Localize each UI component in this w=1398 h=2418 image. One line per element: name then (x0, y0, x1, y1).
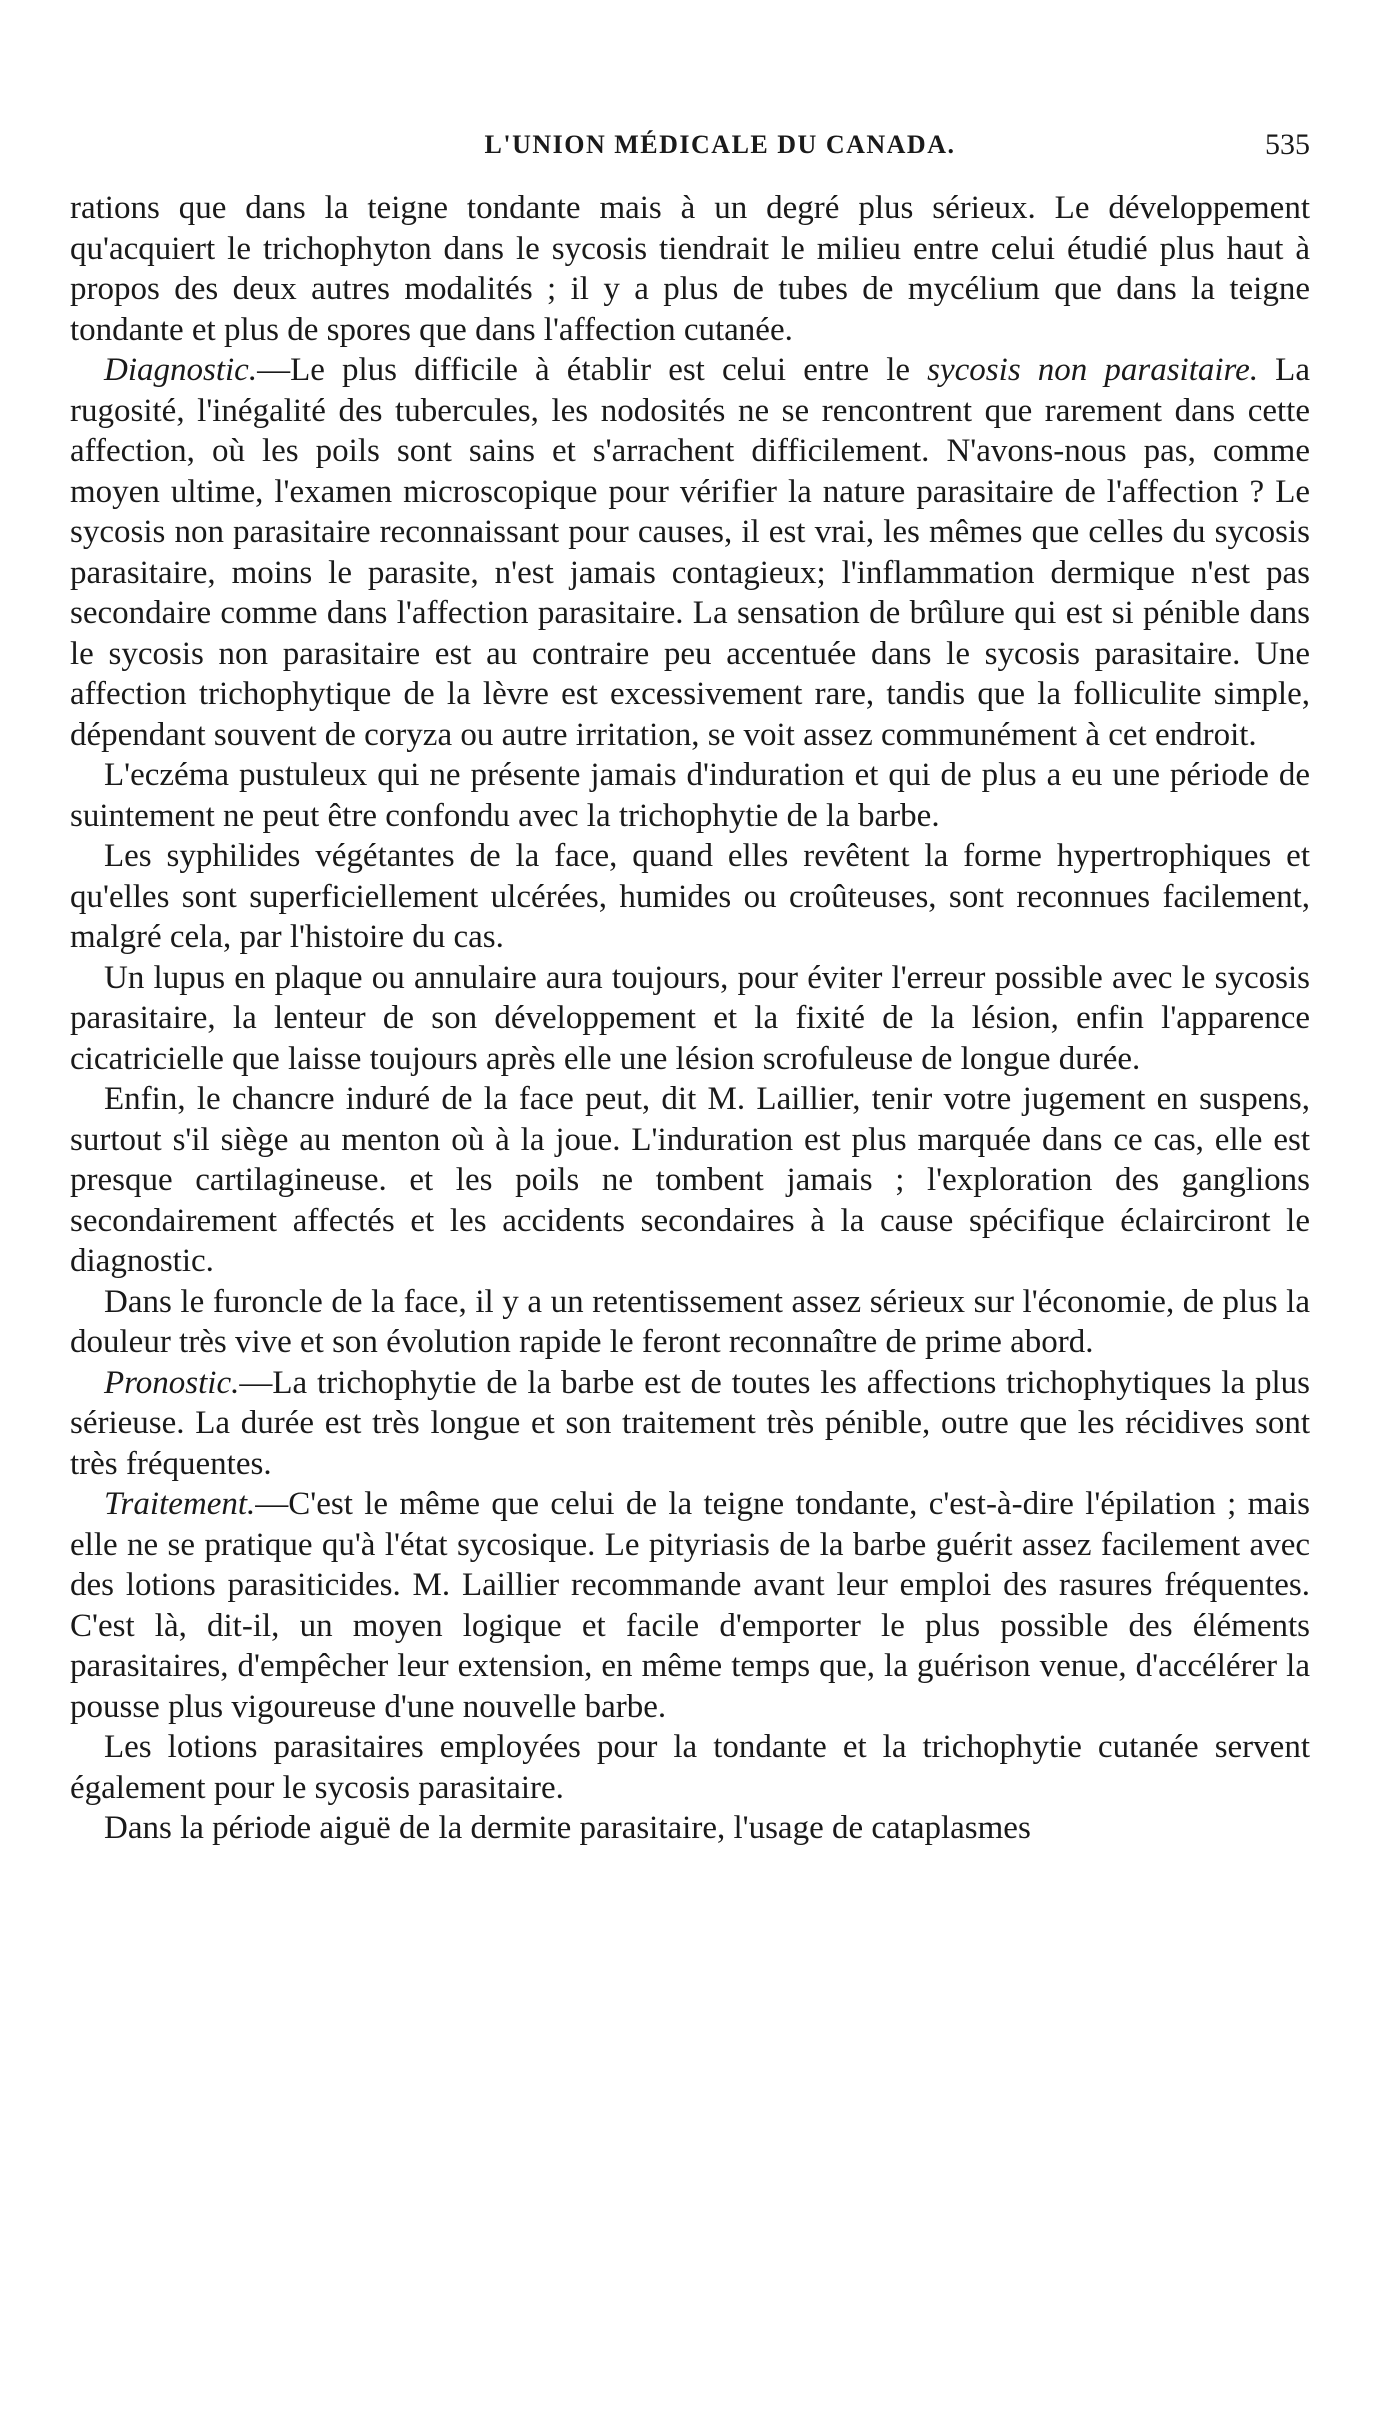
diagnostic-text-a: —Le plus difficile à établir est celui entre le (257, 352, 928, 388)
diagnostic-text-b: La rugosité, l'inégalité des tubercules, les nodosités ne se rencontrent que rarement dans cette affection, où les poils sont sains et s'arrachent difficilement. N'avons-nous pas, comme moyen ultime, l'examen microscopique pour vérifier la nature parasitaire de l'affection ? Le sycosis non parasitaire reconnaissant pour causes, il est vrai, les mêmes que celles du sycosis parasitaire, moins le parasite, n'est jamais contagieux; l'inflammation dermique n'est pas secondaire comme dans l'affection parasitaire. La sensation de brûlure qui est si pénible dans le sycosis non parasitaire est au contraire peu accentuée dans le sycosis parasitaire. Une affection trichophytique de la lèvre est excessivement rare, tandis que la folliculite simple, dépendant souvent de coryza ou autre irritation, se voit assez communément à cet endroit. (70, 352, 1310, 753)
traitement-text: —C'est le même que celui de la teigne tondante, c'est-à-dire l'épilation ; mais elle ne se pratique qu'à l'état sycosique. Le pityriasis de la barbe guérit assez facilement avec des lotions parasiticides. M. Laillier recommande avant leur emploi des rasures fréquentes. C'est là, dit-il, un moyen logique et facile d'emporter le plus possible des éléments parasitaires, d'empêcher leur extension, en même temps que, la guérison venue, d'accélérer la pousse plus vigoureuse d'une nouvelle barbe. (70, 1486, 1310, 1725)
paragraph-traitement (70, 1484, 1310, 1727)
section-term-diagnostic: Diagnostic. (104, 352, 258, 388)
running-header (70, 120, 1310, 176)
paragraph-lupus: Un lupus en plaque ou annulaire aura toujours, pour éviter l'erreur possible avec le sycosis parasitaire, la lenteur de son développement et la fixité de la lésion, enfin l'apparence cicatricielle que laisse toujours après elle une lésion scrofuleuse de longue durée. (70, 959, 1310, 1077)
section-term-traitement: Traitement. (104, 1486, 256, 1522)
section-term-pronostic: Pronostic. (104, 1364, 240, 1401)
diagnostic-italic-term: sycosis non parasitaire. (927, 352, 1259, 388)
paragraph-diagnostic (70, 350, 1310, 755)
document-page (70, 120, 1310, 1849)
paragraph-lotions: Les lotions parasitaires employées pour la tondante et la trichophytie cutanée servent également pour le sycosis parasitaire. (70, 1729, 1310, 1806)
paragraph-furoncle: Dans le furoncle de la face, il y a un retentissement assez sérieux sur l'économie, de plus la douleur très vive et son évolution rapide le feront reconnaître de prime abord. (70, 1283, 1310, 1360)
paragraph-chancre: Enfin, le chancre induré de la face peut, dit M. Laillier, tenir votre jugement en suspens, surtout s'il siège au menton où à la joue. L'induration est plus marquée dans ce cas, elle est presque cartilagineuse. et les poils ne tombent jamais ; l'exploration des ganglions secondairement affectés et les accidents secondaires à la cause spécifique éclairciront le diagnostic. (70, 1081, 1310, 1279)
pronostic-text: —La trichophytie de la barbe est de toutes les affections trichophytiques la plus sérieuse. La durée est très longue et son traitement très pénible, outre que les récidives sont très fréquentes. (70, 1364, 1310, 1482)
paragraph-continuation: rations que dans la teigne tondante mais à un degré plus sérieux. Le développement qu'acquiert le trichophyton dans le sycosis tiendrait le milieu entre celui étudié plus haut à propos des deux autres modalités ; il y a plus de tubes de mycélium que dans la teigne tondante et plus de spores que dans l'affection cutanée. (70, 190, 1310, 348)
paragraph-eczema: L'eczéma pustuleux qui ne présente jamais d'induration et qui de plus a eu une période de suintement ne peut être confondu avec la trichophytie de la barbe. (70, 757, 1310, 834)
page-number: 535 (1265, 128, 1310, 161)
paragraph-syphilides: Les syphilides végétantes de la face, quand elles revêtent la forme hypertrophiques et qu'elles sont superficiellement ulcérées, humides ou croûteuses, sont reconnues facilement, malgré cela, par l'histoire du cas. (70, 838, 1310, 955)
paragraph-pronostic (70, 1363, 1310, 1485)
journal-title: L'UNION MÉDICALE DU CANADA. (484, 130, 956, 159)
paragraph-final: Dans la période aiguë de la dermite parasitaire, l'usage de cataplasmes (104, 1810, 1031, 1846)
